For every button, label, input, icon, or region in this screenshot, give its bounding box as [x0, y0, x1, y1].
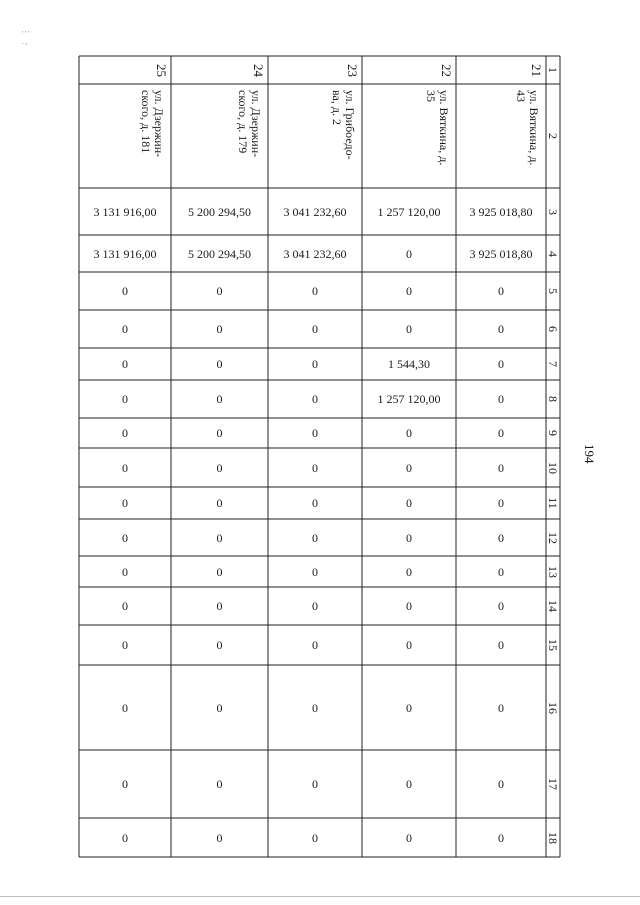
table-cell: 0 — [406, 284, 412, 298]
row-address: ул. Вяткина, д. 43 — [514, 90, 541, 166]
table-cell: 0 — [312, 496, 318, 510]
table-cell: 5 200 294,50 — [188, 204, 251, 219]
page-number: 194 — [582, 444, 597, 464]
table-cell: 0 — [122, 638, 128, 652]
table-cell: 0 — [312, 392, 318, 406]
table-cell: 0 — [406, 638, 412, 652]
table-cell: 0 — [216, 564, 223, 579]
column-number: 14 — [546, 600, 560, 612]
column-number: 16 — [546, 701, 560, 714]
table-cell: 0 — [498, 392, 504, 406]
table-cell: 3 925 018,80 — [469, 246, 533, 261]
table-cell: 0 — [406, 322, 412, 336]
table-cell: 0 — [498, 496, 504, 510]
row-address: ул. Дзержин-ского, д. 181 — [139, 90, 166, 158]
table-cell: 0 — [406, 599, 412, 613]
column-number: 17 — [546, 778, 560, 790]
table-cell: 0 — [406, 246, 412, 261]
table-cell: 0 — [216, 357, 223, 371]
table-cell: 0 — [122, 700, 128, 715]
row-address: ул. Грибоедо-ва, д. 2 — [330, 90, 357, 160]
column-number: 4 — [546, 250, 560, 257]
table-cell: 0 — [122, 496, 128, 510]
table-cell: 0 — [312, 700, 318, 715]
table-cell: 0 — [122, 392, 128, 406]
row-number: 21 — [528, 63, 544, 77]
row-number: 23 — [344, 63, 360, 77]
table-cell: 0 — [498, 638, 504, 652]
column-number: 13 — [546, 565, 560, 578]
column-number: 12 — [546, 531, 560, 544]
table-cell: 0 — [406, 564, 412, 579]
table-cell: 0 — [312, 638, 318, 652]
table-cell: 0 — [406, 496, 412, 510]
table-cell: 0 — [406, 426, 412, 440]
table-cell: 0 — [216, 700, 223, 715]
table-cell: 0 — [312, 357, 318, 371]
column-number: 5 — [546, 288, 560, 294]
column-number: 7 — [546, 361, 560, 367]
row-number: 25 — [153, 63, 169, 77]
table-cell: 0 — [406, 530, 412, 545]
column-number: 2 — [546, 133, 560, 139]
scan-marks: ' ' ' . , — [22, 30, 30, 46]
table-cell: 3 131 916,00 — [93, 204, 157, 219]
column-number: 15 — [546, 639, 560, 651]
column-number: 11 — [545, 497, 560, 509]
table-cell: 0 — [498, 700, 504, 715]
table-cell: 0 — [498, 284, 504, 298]
table-cell: 3 925 018,80 — [469, 204, 533, 219]
table-cell: 0 — [216, 284, 223, 298]
table-cell: 5 200 294,50 — [188, 246, 251, 261]
column-number: 18 — [546, 831, 560, 844]
table-cell: 0 — [216, 496, 223, 510]
row-number: 24 — [250, 63, 266, 77]
column-number: 6 — [546, 326, 560, 332]
table-cell: 0 — [312, 530, 318, 545]
table-cell: 0 — [122, 830, 128, 845]
table-cell: 0 — [122, 530, 128, 545]
table-cell: 0 — [122, 564, 128, 579]
table-cell: 0 — [406, 830, 412, 845]
table-cell: 0 — [122, 599, 128, 613]
table-cell: 0 — [312, 426, 318, 440]
table-cell: 3 041 232,60 — [283, 204, 347, 219]
table-cell: 0 — [122, 460, 128, 475]
page-bottom-edge — [0, 896, 640, 897]
table-cell: 0 — [216, 638, 223, 652]
row-address: ул. Вяткина, д. 35 — [424, 90, 451, 166]
table-cell: 0 — [122, 322, 128, 336]
table-cell: 0 — [216, 777, 223, 791]
table-cell: 0 — [498, 460, 504, 475]
table-cell: 0 — [498, 322, 504, 336]
table-cell: 0 — [122, 777, 128, 791]
table-cell: 0 — [498, 530, 504, 545]
row-number: 22 — [438, 63, 454, 77]
table-cell: 0 — [498, 564, 504, 579]
table-cell: 0 — [312, 564, 318, 579]
table-cell: 0 — [312, 777, 318, 791]
table-cell: 0 — [406, 700, 412, 715]
table-cell: 0 — [498, 599, 504, 613]
table-cell: 0 — [216, 830, 223, 845]
table-cell: 0 — [312, 322, 318, 336]
row-address: ул. Дзержин-ского, д. 179 — [236, 90, 263, 158]
column-number: 8 — [546, 396, 560, 402]
table-cell: 0 — [216, 426, 223, 440]
table-cell: 3 041 232,60 — [283, 246, 347, 261]
table-cell: 1 544,30 — [388, 357, 430, 371]
table-cell: 0 — [312, 284, 318, 298]
table-cell: 0 — [406, 460, 412, 475]
column-number: 10 — [546, 461, 560, 474]
table-cell: 0 — [498, 777, 504, 791]
table-cell: 0 — [216, 599, 223, 613]
table-cell: 1 257 120,00 — [377, 204, 441, 219]
table-cell: 3 131 916,00 — [93, 246, 157, 261]
table-cell: 0 — [122, 357, 128, 371]
table-cell: 0 — [122, 426, 128, 440]
column-number: 1 — [546, 67, 560, 73]
table-cell: 0 — [312, 460, 318, 475]
table-cell: 1 257 120,00 — [377, 392, 441, 406]
table-cell: 0 — [216, 460, 223, 475]
table-cell: 0 — [216, 530, 223, 545]
table-cell: 0 — [498, 357, 504, 371]
column-number: 3 — [546, 208, 560, 215]
column-number: 9 — [546, 430, 560, 436]
table-cell: 0 — [406, 777, 412, 791]
table-cell: 0 — [122, 284, 128, 298]
table-cell: 0 — [498, 426, 504, 440]
table-cell: 0 — [216, 322, 223, 336]
table-cell: 0 — [216, 392, 223, 406]
table-cell: 0 — [312, 599, 318, 613]
table-cell: 0 — [498, 830, 504, 845]
table-cell: 0 — [312, 830, 318, 845]
